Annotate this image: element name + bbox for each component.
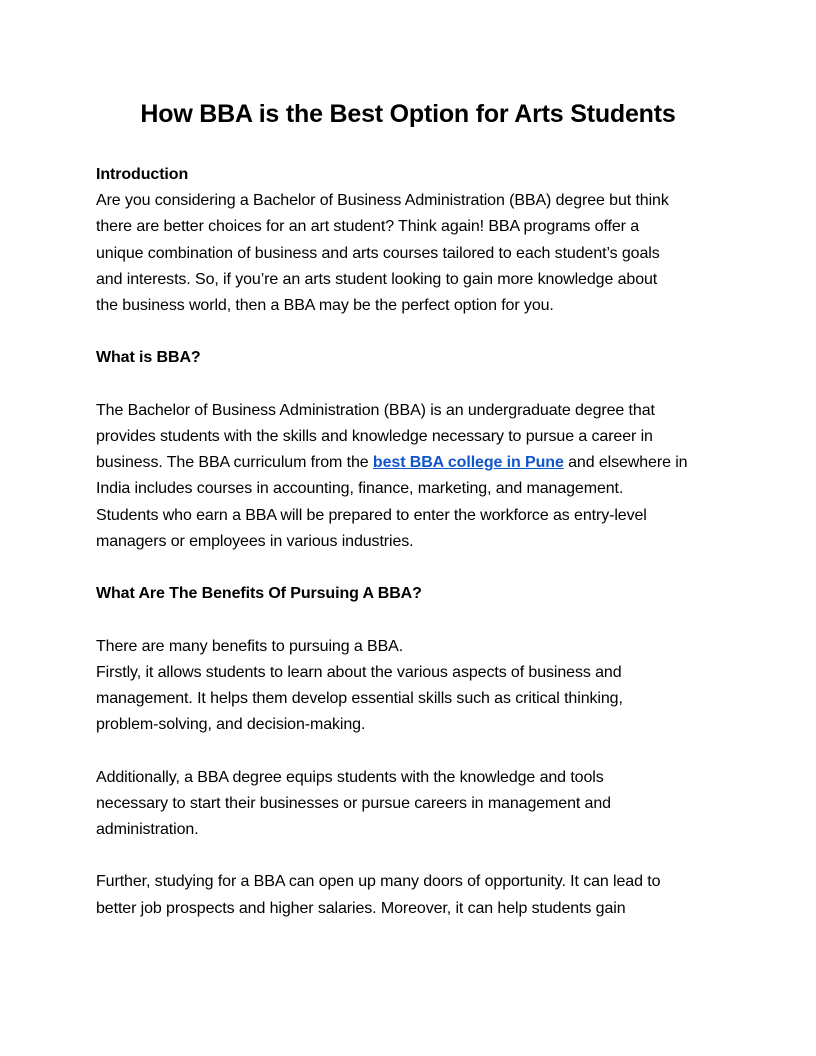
text-segment: and elsewhere in	[563, 454, 688, 472]
what-is-bba-paragraph	[96, 398, 736, 555]
text-line: Additionally, a BBA degree equips students with the knowledge and tools	[96, 768, 604, 786]
text-line: Firstly, it allows students to learn about the various aspects of business and	[96, 663, 622, 681]
what-is-bba-heading: What is BBA?	[96, 349, 201, 367]
text-line: Are you considering a Bachelor of Business Administration (BBA) degree but think	[96, 192, 669, 210]
text-line: India includes courses in accounting, finance, marketing, and management.	[96, 480, 624, 498]
text-line: Students who earn a BBA will be prepared to enter the workforce as entry-level	[96, 506, 647, 524]
document-body	[96, 162, 736, 922]
text-line: management. It helps them develop essential skills such as critical thinking,	[96, 690, 623, 707]
text-line: administration.	[96, 821, 199, 838]
text-segment: business. The BBA curriculum from the	[96, 454, 373, 472]
benefits-paragraph-1	[96, 634, 736, 739]
intro-paragraph	[96, 188, 736, 319]
text-line: the business world, then a BBA may be the perfect option for you.	[96, 297, 554, 315]
benefits-heading: What Are The Benefits Of Pursuing A BBA?	[96, 585, 422, 603]
text-line: and interests. So, if you’re an arts student looking to gain more knowledge about	[96, 270, 658, 288]
text-line: better job prospects and higher salaries. Moreover, it can help students gain	[96, 899, 626, 917]
text-line: provides students with the skills and knowledge necessary to pursue a career in	[96, 428, 653, 445]
text-line: managers or employees in various industries.	[96, 532, 414, 550]
text-line: There are many benefits to pursuing a BBA.	[96, 637, 404, 655]
benefits-paragraph-2	[96, 765, 736, 844]
text-line: unique combination of business and arts courses tailored to each student’s goals	[96, 244, 660, 262]
text-line	[96, 450, 736, 476]
text-line: The Bachelor of Business Administration (BBA) is an undergraduate degree that	[96, 401, 655, 419]
text-line: there are better choices for an art student? Think again! BBA programs offer a	[96, 218, 640, 236]
intro-heading: Introduction	[96, 166, 189, 183]
text-line: necessary to start their businesses or pursue careers in management and	[96, 794, 611, 812]
page-title: How BBA is the Best Option for Arts Students	[140, 100, 676, 128]
text-line: problem-solving, and decision-making.	[96, 716, 366, 734]
benefits-paragraph-3	[96, 869, 736, 921]
bba-college-pune-link[interactable]: best BBA college in Pune	[372, 454, 564, 472]
text-line: Further, studying for a BBA can open up many doors of opportunity. It can lead to	[96, 873, 661, 891]
